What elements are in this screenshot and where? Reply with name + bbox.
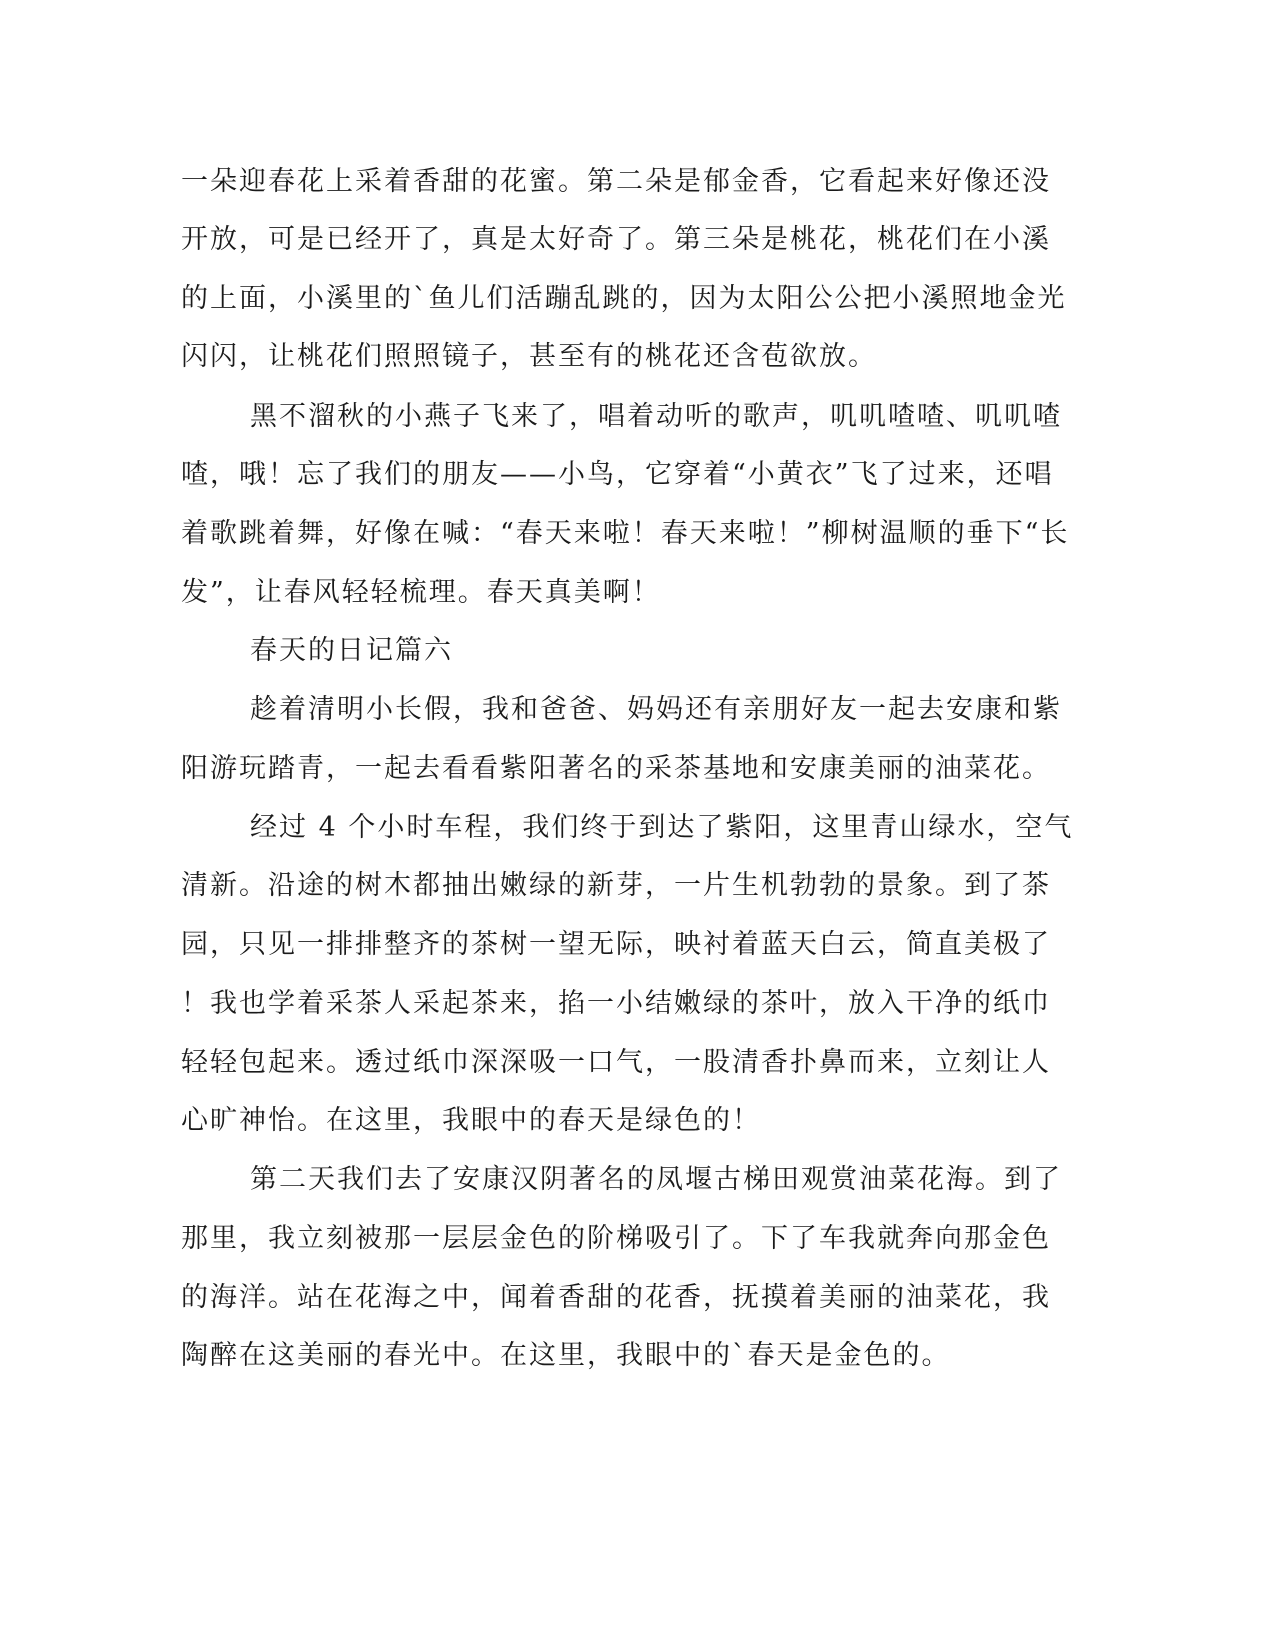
paragraph-first-line: 趁着清明小长假，我和爸爸、妈妈还有亲朋好友一起去安康和紫 (250, 694, 1062, 725)
text-line: 轻轻包起来。透过纸巾深深吸一口气，一股清香扑鼻而来，立刻让人 (181, 1047, 1051, 1078)
text-line: 清新。沿途的树木都抽出嫩绿的新芽，一片生机勃勃的景象。到了茶 (181, 870, 1051, 901)
text-line: 闪闪，让桃花们照照镜子，甚至有的桃花还含苞欲放。 (181, 341, 877, 372)
text-line: 开放，可是已经开了，真是太好奇了。第三朵是桃花，桃花们在小溪 (181, 224, 1051, 255)
text-line: 心旷神怡。在这里，我眼中的春天是绿色的！ (181, 1105, 761, 1136)
paragraph-first-line: 第二天我们去了安康汉阴著名的凤堰古梯田观赏油菜花海。到了 (250, 1164, 1062, 1195)
text-line: 一朵迎春花上采着香甜的花蜜。第二朵是郁金香，它看起来好像还没 (181, 166, 1051, 197)
text-line: 的海洋。站在花海之中，闻着香甜的花香，抚摸着美丽的油菜花，我 (181, 1282, 1051, 1313)
text-line: 喳，哦！忘了我们的朋友——小鸟，它穿着“小黄衣”飞了过来，还唱 (181, 459, 1054, 490)
paragraph-first-line: 经过 4 个小时车程，我们终于到达了紫阳，这里青山绿水，空气 (250, 812, 1074, 843)
text-line: 陶醉在这美丽的春光中。在这里，我眼中的`春天是金色的。 (181, 1340, 951, 1371)
text-line: ！我也学着采茶人采起茶来，掐一小结嫩绿的茶叶，放入干净的纸巾 (181, 988, 1051, 1019)
text-line: 阳游玩踏青，一起去看看紫阳著名的采茶基地和安康美丽的油菜花。 (181, 753, 1051, 784)
text-line: 的上面，小溪里的`鱼儿们活蹦乱跳的，因为太阳公公把小溪照地金光 (181, 283, 1067, 314)
text-line: 着歌跳着舞，好像在喊：“春天来啦！春天来啦！”柳树温顺的垂下“长 (181, 518, 1070, 549)
paragraph-first-line: 黑不溜秋的小燕子飞来了，唱着动听的歌声，叽叽喳喳、叽叽喳 (250, 401, 1062, 432)
text-line: 那里，我立刻被那一层层金色的阶梯吸引了。下了车我就奔向那金色 (181, 1223, 1051, 1254)
text-line: 园，只见一排排整齐的茶树一望无际，映衬着蓝天白云，简直美极了 (181, 929, 1051, 960)
section-heading: 春天的日记篇六 (250, 635, 453, 666)
text-line: 发”，让春风轻轻梳理。春天真美啊！ (181, 577, 661, 608)
